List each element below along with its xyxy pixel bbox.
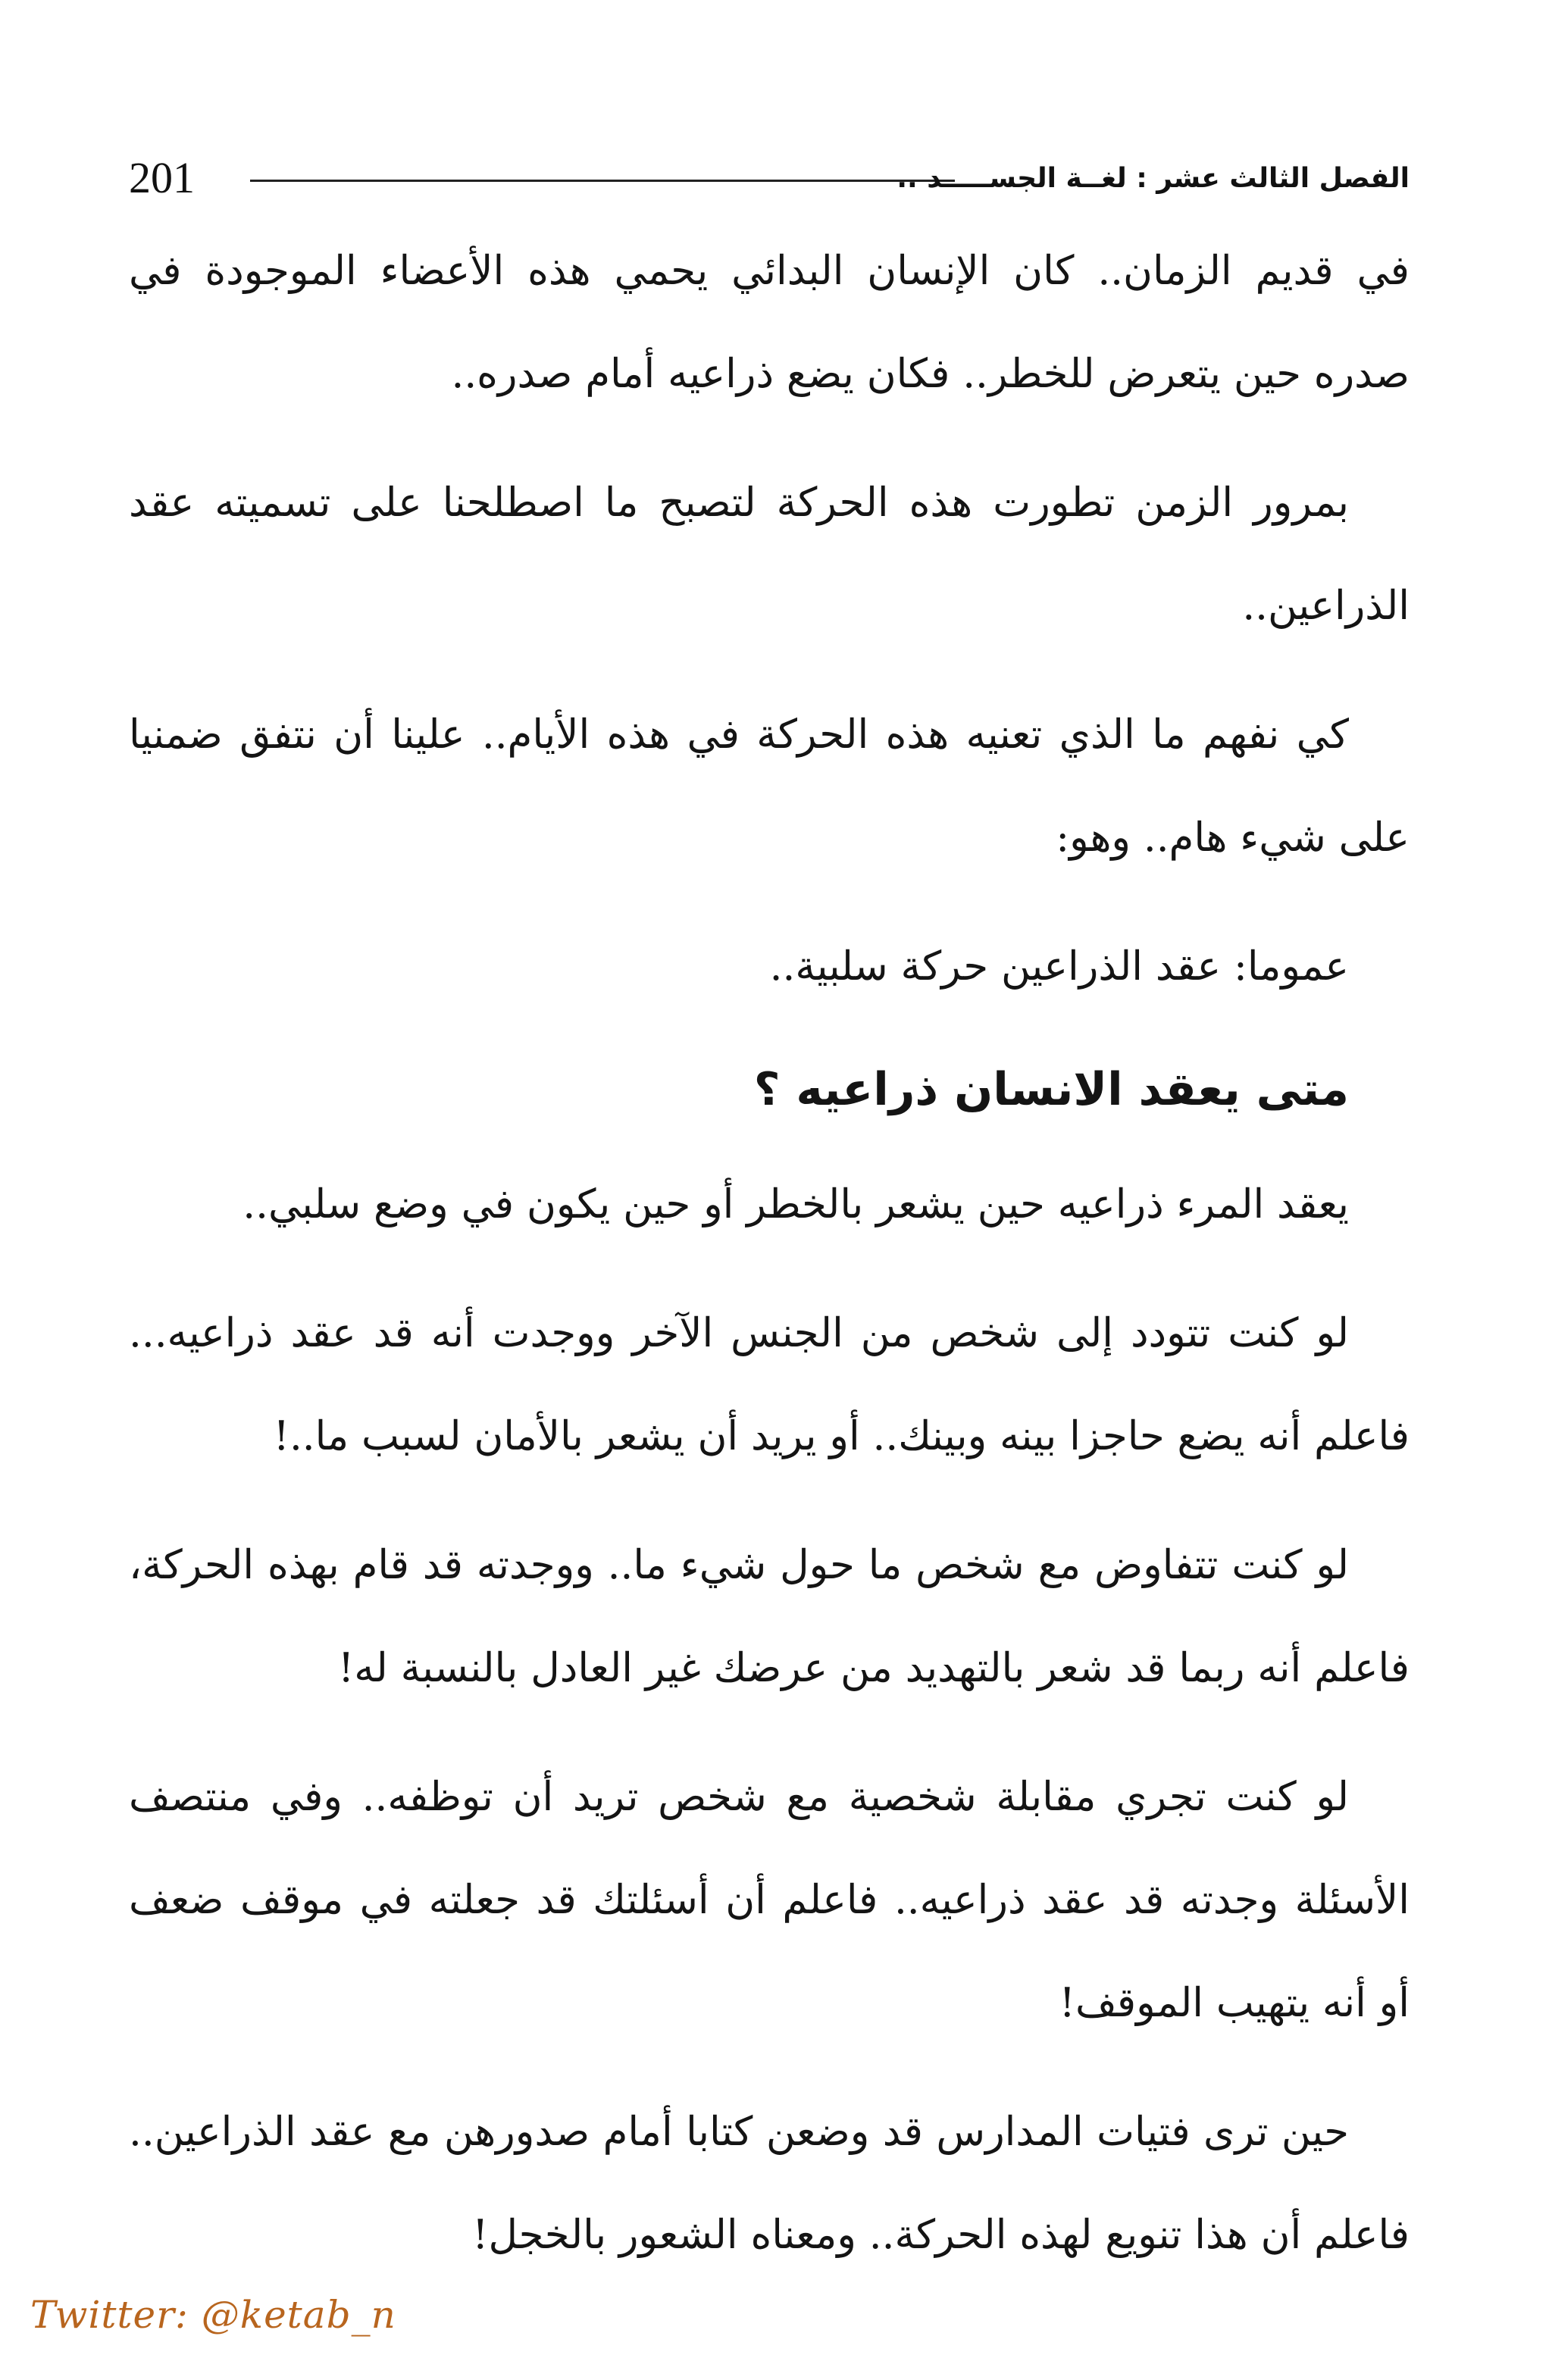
paragraph: يعقد المرء ذراعيه حين يشعر بالخطر أو حين يكون في وضع سلبي..	[242, 1181, 1349, 1228]
page-number: 201	[129, 153, 195, 202]
paragraph: لو كنت تتفاوض مع شخص ما حول شيء ما.. ووجدته قد قام بهذه الحركة، فاعلم أنه ربما قد شعر بالتهديد من عرضك غير العادل بالنسبة له!	[129, 1542, 1410, 1691]
running-header	[129, 148, 1410, 208]
header-rule	[250, 180, 955, 182]
paragraph: عموما: عقد الذراعين حركة سلبية..	[769, 943, 1349, 990]
paragraph: لو كنت تتودد إلى شخص من الجنس الآخر ووجدت أنه قد عقد ذراعيه... فاعلم أنه يضع حاجزا بينه وبينك.. أو يريد أن يشعر بالأمان لسبب ما..!	[129, 1310, 1410, 1459]
chapter-title: الفصل الثالث عشر : لغــة الجســـــد ..	[896, 163, 1410, 194]
paragraph: حين ترى فتيات المدارس قد وضعن كتابا أمام صدورهن مع عقد الذراعين.. فاعلم أن هذا تنويع لهذه الحركة.. ومعناه الشعور بالخجل!	[129, 2109, 1410, 2258]
paragraph: بمرور الزمن تطورت هذه الحركة لتصبح ما اصطلحنا على تسميته عقد الذراعين..	[129, 480, 1410, 629]
section-heading: متى يعقد الانسان ذراعيه ؟	[753, 1063, 1349, 1116]
paragraph: لو كنت تجري مقابلة شخصية مع شخص تريد أن توظفه.. وفي منتصف الأسئلة وجدته قد عقد ذراعيه.. فاعلم أن أسئلتك قد جعلته في موقف ضعف أو أنه يتهيب الموقف!	[129, 1774, 1410, 2026]
paragraph: في قديم الزمان.. كان الإنسان البدائي يحمي هذه الأعضاء الموجودة في صدره حين يتعرض للخطر.. فكان يضع ذراعيه أمام صدره..	[129, 248, 1410, 397]
paragraph: كي نفهم ما الذي تعنيه هذه الحركة في هذه الأيام.. علينا أن نتفق ضمنيا على شيء هام.. وهو:	[129, 711, 1410, 861]
twitter-watermark: Twitter: @ketab_n	[30, 2293, 396, 2337]
page-body	[129, 220, 1410, 2313]
